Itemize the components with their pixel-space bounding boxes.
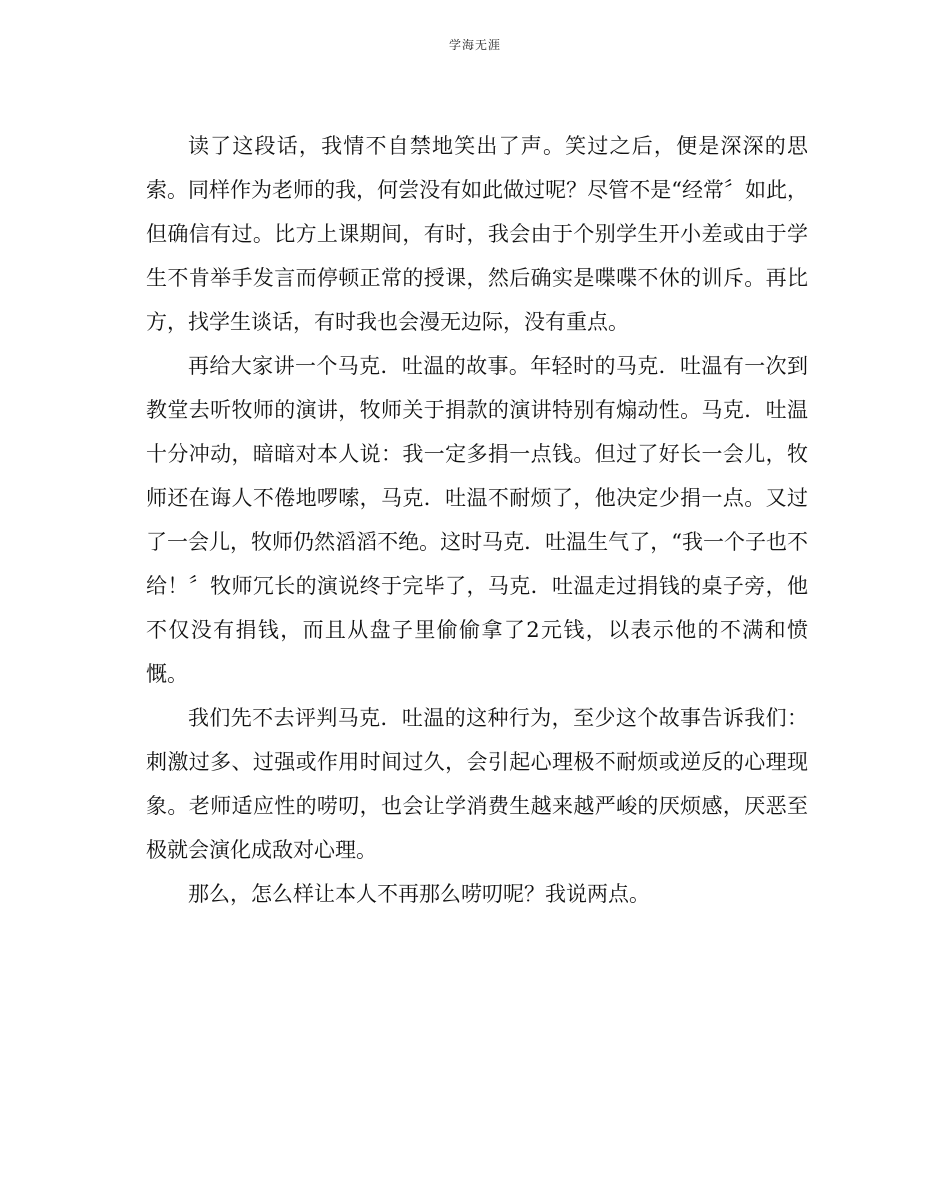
page-header: 学海无涯 (448, 38, 501, 52)
paragraph-reflection: 读了这段话，我情不自禁地笑出了声。笑过之后，便是深深的思索。同样作为老师的我，何尝没有如此做过呢？尽管不是“经常〞如此，但确信有过。比方上课期间，有时，我会由于个别学生开小差或由于学生不肯举手发言而停顿正常的授课，然后确实是喋喋不休的训斥。再比方，找学生谈话，有时我也会漫无边际，没有重点。 (146, 134, 808, 334)
paragraph-lesson: 我们先不去评判马克．吐温的这种行为，至少这个故事告诉我们：刺激过多、过强或作用时间过久，会引起心理极不耐烦或逆反的心理现象。老师适应性的唠叨，也会让学消费生越来越严峻的厌烦感，厌恶至极就会演化成敌对心理。 (146, 706, 808, 862)
paragraph-mark-twain-story: 再给大家讲一个马克．吐温的故事。年轻时的马克．吐温有一次到教堂去听牧师的演讲，牧师关于捐款的演讲特别有煽动性。马克．吐温十分冲动，暗暗对本人说：我一定多捐一点钱。但过了好长一会儿，牧师还在诲人不倦地啰嗦，马克．吐温不耐烦了，他决定少捐一点。又过了一会儿，牧师仍然滔滔不绝。这时马克．吐温生气了，“我一个子也不给！〞牧师冗长的演说终于完毕了，马克．吐温走过捐钱的桌子旁，他不仅没有捐钱，而且从盘子里偷偷拿了2元钱，以表示他的不满和愤慨。 (146, 354, 808, 686)
body-text (146, 124, 808, 916)
paragraph-question: 那么，怎么样让本人不再那么唠叨呢？我说两点。 (188, 882, 650, 906)
